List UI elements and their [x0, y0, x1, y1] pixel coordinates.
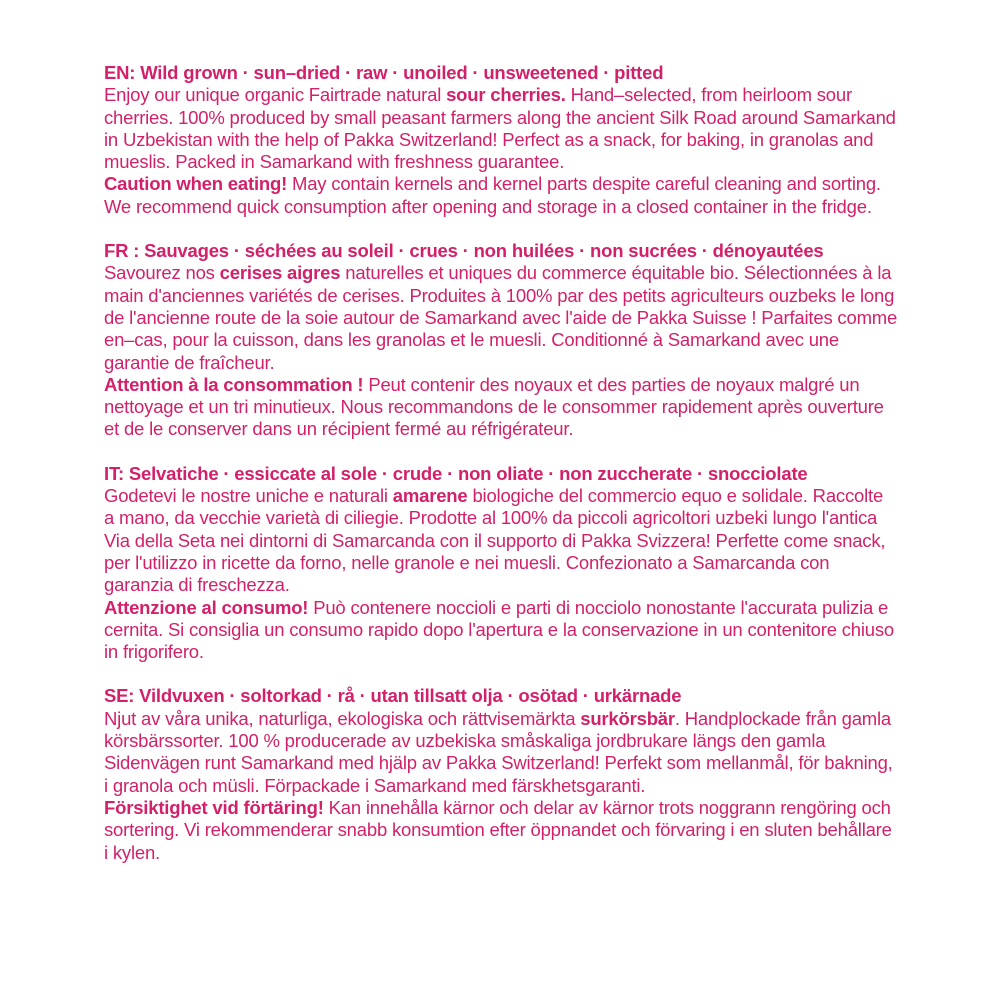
- warning-title: Försiktighet vid förtäring!: [104, 796, 324, 818]
- language-section-it: [104, 463, 898, 664]
- body-text-run: biologiche del commercio equo e solidale. Raccolte a mano, da vecchie varietà di ciliegie. Prodotte al 100% da piccoli agricoltori uzbeki lungo l'antica Via della Seta nei dintorni di Samarcanda con il supporto di Pakka Svizzera! Perfette come snack, per l'utilizzo in ricette da forno, nelle granole e nei muesli. Confezionato a Samarcanda con garanzia di freschezza.: [104, 485, 886, 596]
- warning-paragraph-fr: [104, 374, 898, 441]
- language-section-se: [104, 685, 898, 863]
- section-heading-se: SE: Vildvuxen · soltorkad · rå · utan tillsatt olja · osötad · urkärnade: [104, 685, 682, 707]
- body-text-run: Godetevi le nostre uniche e naturali: [104, 485, 393, 507]
- body-text-run: . Handplockade från gamla körsbärssorter. 100 % producerade av uzbekiska småskaliga jordbrukare längs den gamla Sidenvägen runt Samarkand med hjälp av Pakka Switzerland! Perfekt som mellanmål, för bakning, i granola och müsli. Förpackade i Samarkand med färskhetsgaranti.: [104, 707, 893, 796]
- highlight-product-name: surkörsbär: [580, 707, 675, 729]
- intro-paragraph-se: [104, 708, 898, 797]
- body-text-run: Njut av våra unika, naturliga, ekologiska och rättvisemärkta: [104, 707, 581, 729]
- section-heading-it: IT: Selvatiche · essiccate al sole · crude · non oliate · non zuccherate · snocciolate: [104, 462, 808, 484]
- language-section-en: [104, 62, 898, 218]
- body-text-run: Hand–selected, from heirloom sour cherries. 100% produced by small peasant farmers along the ancient Silk Road around Samarkand in Uzbekistan with the help of Pakka Switzerland! Perfect as a snack, for baking, in granolas and mueslis. Packed in Samarkand with freshness guarantee.: [104, 84, 896, 173]
- language-section-fr: [104, 240, 898, 441]
- warning-text-run: Può contenere noccioli e parti di nocciolo nonostante l'accurata pulizia e cernita. Si consiglia un consumo rapido dopo l'apertura e la conservazione in un contenitore chiuso in frigorifero.: [104, 596, 894, 663]
- product-label-text: [104, 62, 898, 864]
- warning-title: Caution when eating!: [104, 173, 288, 195]
- intro-paragraph-it: [104, 485, 898, 596]
- body-text-run: naturelles et uniques du commerce équitable bio. Sélectionnées à la main d'anciennes variétés de cerises. Produites à 100% par des petits agriculteurs ouzbeks le long de l'ancienne route de la soie autour de Samarkand avec l'aide de Pakka Suisse ! Parfaites comme en–cas, pour la cuisson, dans les granolas et le muesli. Conditionné à Samarkand avec une garantie de fraîcheur.: [104, 262, 898, 373]
- warning-text-run: Kan innehålla kärnor och delar av kärnor trots noggrann rengöring och sortering. Vi rekommenderar snabb konsumtion efter öppnandet och förvaring i en sluten behållare i kylen.: [104, 796, 892, 863]
- body-text-run: Savourez nos: [104, 262, 220, 284]
- intro-paragraph-fr: [104, 262, 898, 373]
- warning-title: Attention à la consommation !: [104, 373, 364, 395]
- highlight-product-name: sour cherries.: [446, 84, 566, 106]
- warning-title: Attenzione al consumo!: [104, 596, 309, 618]
- warning-paragraph-en: [104, 173, 898, 218]
- warning-text-run: May contain kernels and kernel parts despite careful cleaning and sorting. We recommend quick consumption after opening and storage in a closed container in the fridge.: [104, 173, 881, 217]
- intro-paragraph-en: [104, 84, 898, 173]
- warning-paragraph-se: [104, 797, 898, 864]
- section-heading-fr: FR : Sauvages · séchées au soleil · crues · non huilées · non sucrées · dénoyautées: [104, 240, 824, 262]
- highlight-product-name: cerises aigres: [219, 262, 341, 284]
- section-heading-en: EN: Wild grown · sun–dried · raw · unoiled · unsweetened · pitted: [104, 62, 664, 83]
- highlight-product-name: amarene: [392, 485, 468, 507]
- body-text-run: Enjoy our unique organic Fairtrade natural: [104, 84, 447, 106]
- warning-text-run: Peut contenir des noyaux et des parties de noyaux malgré un nettoyage et un tri minutieux. Nous recommandons de le consommer rapidement après ouverture et de le conserver dans un récipient fermé au réfrigérateur.: [104, 373, 884, 440]
- warning-paragraph-it: [104, 597, 898, 664]
